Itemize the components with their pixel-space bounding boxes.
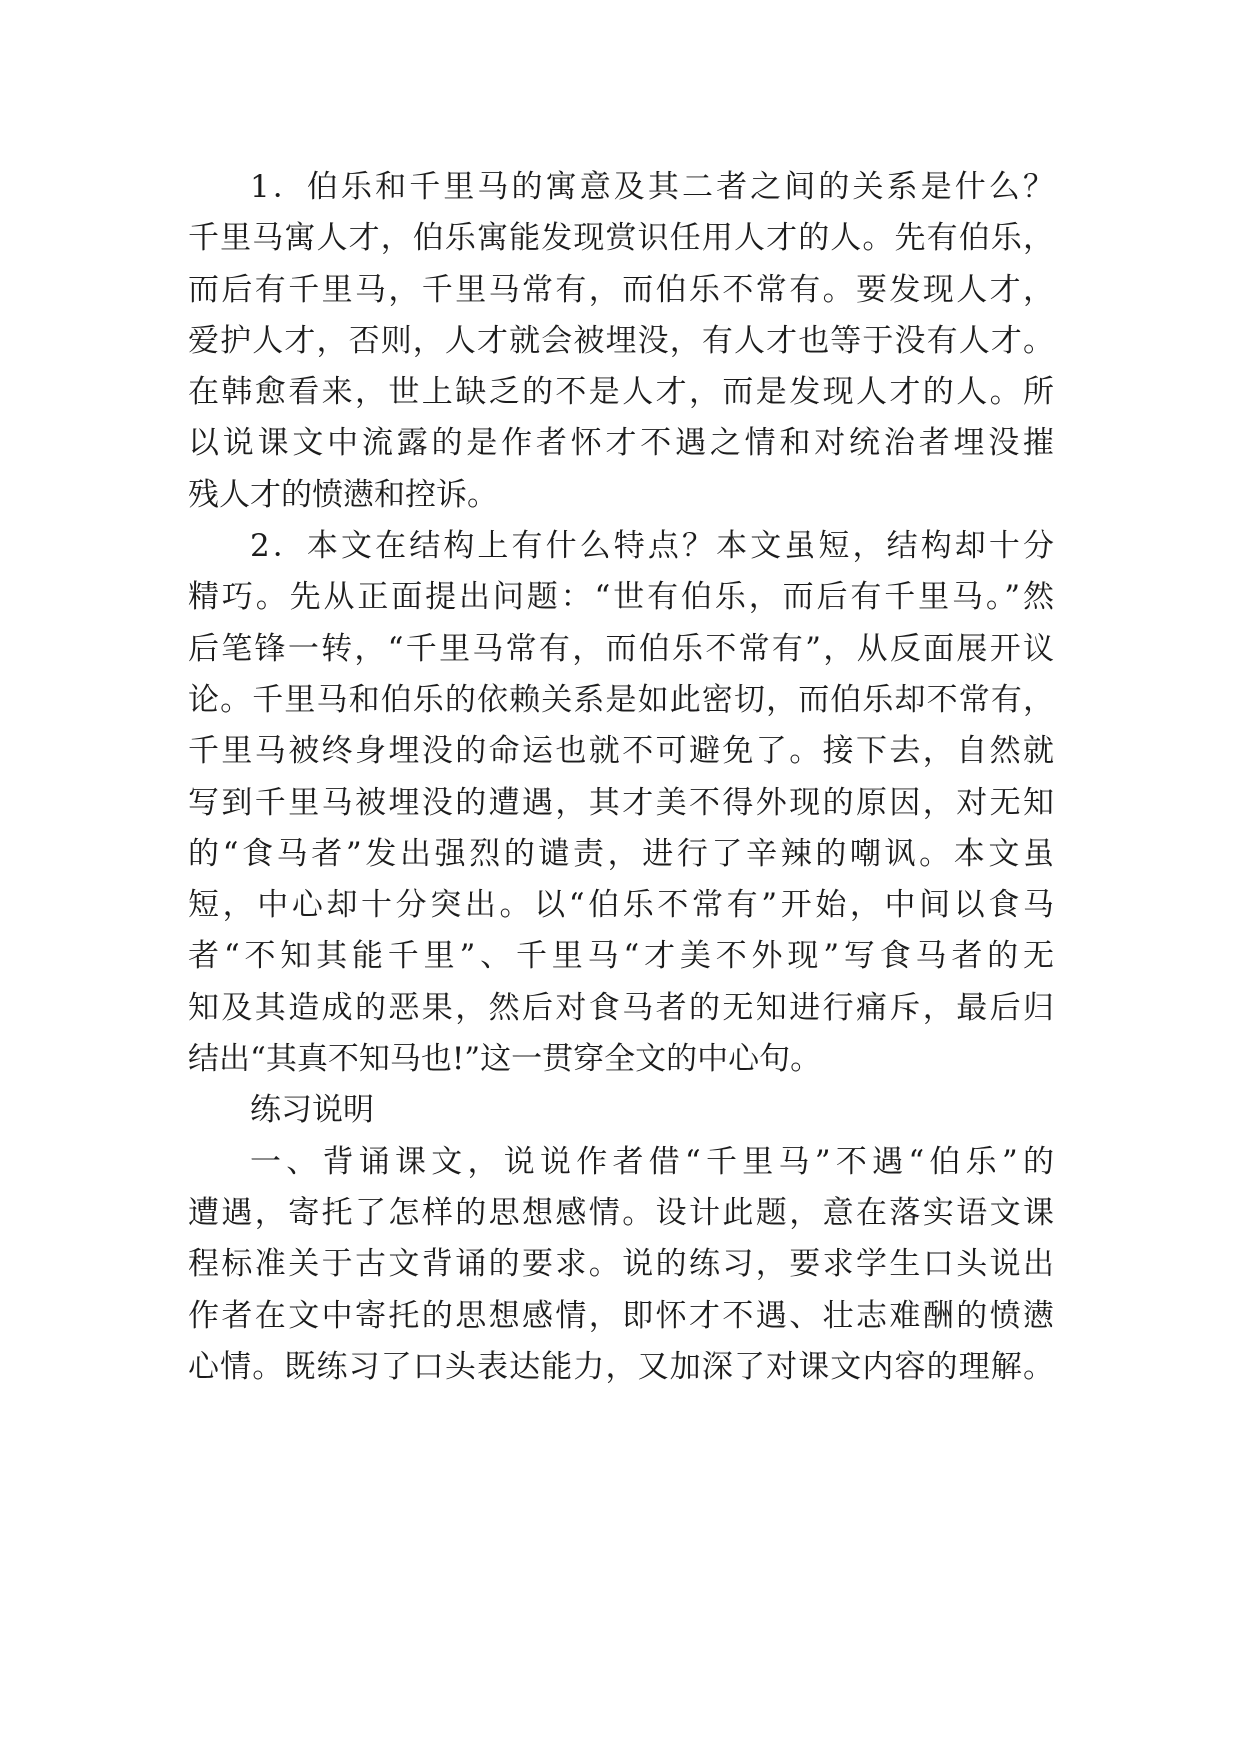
text-line: 遭遇，寄托了怎样的思想感情。设计此题，意在落实语文课 — [188, 1194, 1054, 1231]
section-heading — [188, 1085, 1054, 1136]
text-line: 作者在文中寄托的思想感情，即怀才不遇、壮志难酬的愤懑 — [188, 1297, 1054, 1334]
text-line: 短，中心却十分突出。以“伯乐不常有”开始，中间以食马 — [188, 887, 1054, 924]
text-line: 残人才的愤懑和控诉。 — [188, 476, 498, 513]
text-line: 者“不知其能千里”、千里马“才美不外现”写食马者的无 — [188, 938, 1054, 975]
text-line: 论。千里马和伯乐的依赖关系是如此密切，而伯乐却不常有， — [188, 681, 1054, 718]
paragraph-question-2 — [188, 521, 1054, 1085]
text-line: 爱护人才，否则，人才就会被埋没，有人才也等于没有人才。 — [188, 322, 1054, 359]
text-line: 1．伯乐和千里马的寓意及其二者之间的关系是什么？ — [250, 169, 1054, 205]
text-line: 写到千里马被埋没的遭遇，其才美不得外现的原因，对无知 — [188, 784, 1054, 821]
text-line: 一、背诵课文，说说作者借“千里马”不遇“伯乐”的 — [250, 1143, 1054, 1180]
text-line: 知及其造成的恶果，然后对食马者的无知进行痛斥，最后归 — [188, 989, 1054, 1026]
document-body — [188, 162, 1054, 1393]
paragraph-question-1 — [188, 162, 1054, 521]
text-line: 心情。既练习了口头表达能力，又加深了对课文内容的理解。 — [188, 1348, 1054, 1385]
text-line: 的“食马者”发出强烈的谴责，进行了辛辣的嘲讽。本文虽 — [188, 835, 1054, 872]
text-line: 千里马寓人才，伯乐寓能发现赏识任用人才的人。先有伯乐， — [188, 220, 1054, 257]
text-line: 千里马被终身埋没的命运也就不可避免了。接下去，自然就 — [188, 733, 1054, 770]
paragraph-exercise-1 — [188, 1137, 1054, 1393]
section-heading-text: 练习说明 — [250, 1092, 374, 1129]
text-line: 程标准关于古文背诵的要求。说的练习，要求学生口头说出 — [188, 1246, 1054, 1283]
text-line: 而后有千里马，千里马常有，而伯乐不常有。要发现人才， — [188, 271, 1054, 308]
text-line: 以说课文中流露的是作者怀才不遇之情和对统治者埋没摧 — [188, 425, 1054, 462]
text-line: 精巧。先从正面提出问题：“世有伯乐，而后有千里马。”然 — [188, 579, 1054, 616]
text-line: 结出“其真不知马也!”这一贯穿全文的中心句。 — [188, 1041, 822, 1078]
text-line: 在韩愈看来，世上缺乏的不是人才，而是发现人才的人。所 — [188, 374, 1054, 411]
text-line: 后笔锋一转，“千里马常有，而伯乐不常有”，从反面展开议 — [188, 630, 1054, 667]
text-line: 2．本文在结构上有什么特点？本文虽短，结构却十分 — [250, 528, 1054, 565]
